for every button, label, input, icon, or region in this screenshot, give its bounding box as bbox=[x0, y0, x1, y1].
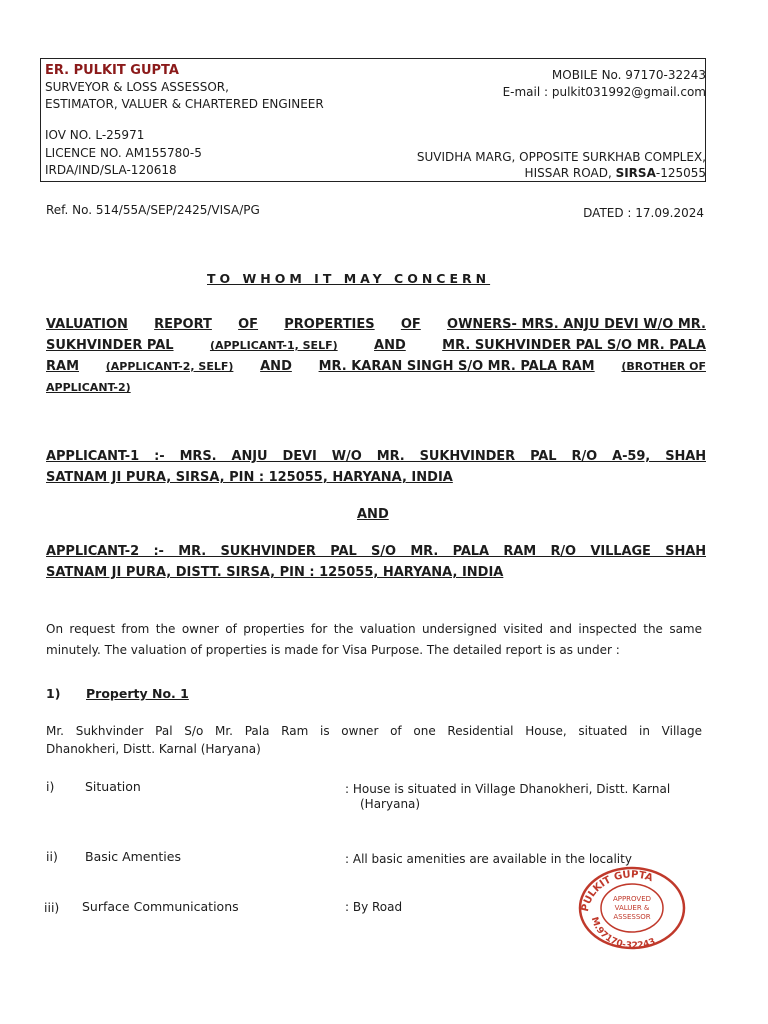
subject-word: OF bbox=[400, 317, 421, 332]
applicant-1-line-1: APPLICANT-1 :- MRS. ANJU DEVI W/O MR. SUKHVINDER PAL R/O A-59, SHAH bbox=[46, 449, 706, 464]
property-description bbox=[46, 722, 702, 758]
intro-line-1: On request from the owner of properties for the valuation undersigned visited and inspected the same bbox=[46, 622, 702, 636]
valuer-stamp bbox=[570, 860, 690, 950]
irda-number: IRDA/IND/SLA-120618 bbox=[45, 163, 177, 177]
applicant-2-block bbox=[46, 541, 706, 583]
subject-word: PROPERTIES bbox=[284, 317, 375, 332]
property-title: Property No. 1 bbox=[86, 686, 189, 701]
stamp-mid-2: VALUER & bbox=[614, 904, 650, 912]
letterhead-name: ER. PULKIT GUPTA bbox=[45, 63, 179, 78]
row-value-situation-cont: (Haryana) bbox=[360, 797, 421, 811]
subject-word: SUKHVINDER PAL bbox=[46, 338, 174, 353]
stamp-bottom-text: M.97170-32243 bbox=[588, 915, 658, 950]
subject-word: (BROTHER OF bbox=[621, 360, 706, 373]
subject-line-3 bbox=[46, 356, 706, 377]
row-value-communications: : By Road bbox=[345, 900, 403, 914]
subject-block bbox=[46, 314, 706, 398]
reference-number: Ref. No. 514/55A/SEP/2425/VISA/PG bbox=[46, 203, 260, 217]
subject-word: OF bbox=[238, 317, 259, 332]
letterhead-title-2: ESTIMATOR, VALUER & CHARTERED ENGINEER bbox=[45, 97, 324, 111]
subject-line-4: APPLICANT-2) bbox=[46, 381, 131, 394]
intro-paragraph bbox=[46, 620, 702, 659]
subject-word: (APPLICANT-2, SELF) bbox=[105, 360, 234, 373]
row-number: ii) bbox=[46, 849, 58, 864]
address-city: SIRSA bbox=[615, 166, 656, 180]
and-label: AND bbox=[357, 507, 389, 522]
licence-number: LICENCE NO. AM155780-5 bbox=[45, 146, 202, 160]
subject-word: MR. KARAN SINGH S/O MR. PALA RAM bbox=[318, 359, 595, 374]
page-heading: TO WHOM IT MAY CONCERN bbox=[207, 271, 491, 286]
subject-word: AND bbox=[260, 359, 292, 374]
property-number: 1) bbox=[46, 686, 61, 701]
address-line-1: SUVIDHA MARG, OPPOSITE SURKHAB COMPLEX, bbox=[416, 150, 706, 164]
applicant-1-line-2: SATNAM JI PURA, SIRSA, PIN : 125055, HARYANA, INDIA bbox=[46, 470, 453, 485]
address-road: HISSAR ROAD, bbox=[524, 166, 616, 180]
row-label-communications: Surface Communications bbox=[82, 899, 239, 914]
subject-word: (APPLICANT-1, SELF) bbox=[209, 339, 338, 352]
stamp-top-text: PULKIT GUPTA bbox=[579, 869, 655, 913]
subject-word: MR. SUKHVINDER PAL S/O MR. PALA bbox=[442, 338, 706, 353]
subject-word: VALUATION bbox=[46, 317, 128, 332]
document-date: DATED : 17.09.2024 bbox=[583, 206, 704, 220]
subject-word: REPORT bbox=[154, 317, 212, 332]
subject-word: AND bbox=[374, 338, 406, 353]
row-number: iii) bbox=[44, 900, 60, 915]
property-desc-line-1: Mr. Sukhvinder Pal S/o Mr. Pala Ram is owner of one Residential House, situated in Village bbox=[46, 724, 702, 738]
address-pin: -125055 bbox=[655, 166, 706, 180]
stamp-mid-3: ASSESSOR bbox=[613, 913, 651, 921]
row-label-amenities: Basic Amenties bbox=[85, 849, 181, 864]
applicant-2-line-2: SATNAM JI PURA, DISTT. SIRSA, PIN : 125055, HARYANA, INDIA bbox=[46, 565, 504, 580]
mobile-number: MOBILE No. 97170-32243 bbox=[551, 68, 706, 82]
property-desc-line-2: Dhanokheri, Distt. Karnal (Haryana) bbox=[46, 742, 261, 756]
address-line-2 bbox=[525, 166, 706, 180]
intro-line-2: minutely. The valuation of properties is made for Visa Purpose. The detailed report is as under : bbox=[46, 643, 620, 657]
and-separator bbox=[357, 504, 389, 525]
subject-line-2 bbox=[46, 335, 706, 356]
stamp-mid-1: APPROVED bbox=[612, 895, 652, 903]
email-address: E-mail : pulkit031992@gmail.com bbox=[502, 85, 706, 99]
letterhead-title-1: SURVEYOR & LOSS ASSESSOR, bbox=[45, 80, 229, 94]
subject-word: RAM bbox=[46, 359, 80, 374]
row-value-amenities: : All basic amenities are available in the locality bbox=[345, 852, 632, 866]
applicant-2-line-1: APPLICANT-2 :- MR. SUKHVINDER PAL S/O MR. PALA RAM R/O VILLAGE SHAH bbox=[46, 544, 706, 559]
iov-number: IOV NO. L-25971 bbox=[45, 128, 145, 142]
row-value-situation: : House is situated in Village Dhanokheri, Distt. Karnal bbox=[345, 782, 671, 796]
subject-word: OWNERS- MRS. ANJU DEVI W/O MR. bbox=[447, 317, 706, 332]
row-number: i) bbox=[46, 779, 55, 794]
applicant-1-block bbox=[46, 446, 706, 488]
subject-line-1 bbox=[46, 314, 706, 335]
row-label-situation: Situation bbox=[85, 779, 141, 794]
